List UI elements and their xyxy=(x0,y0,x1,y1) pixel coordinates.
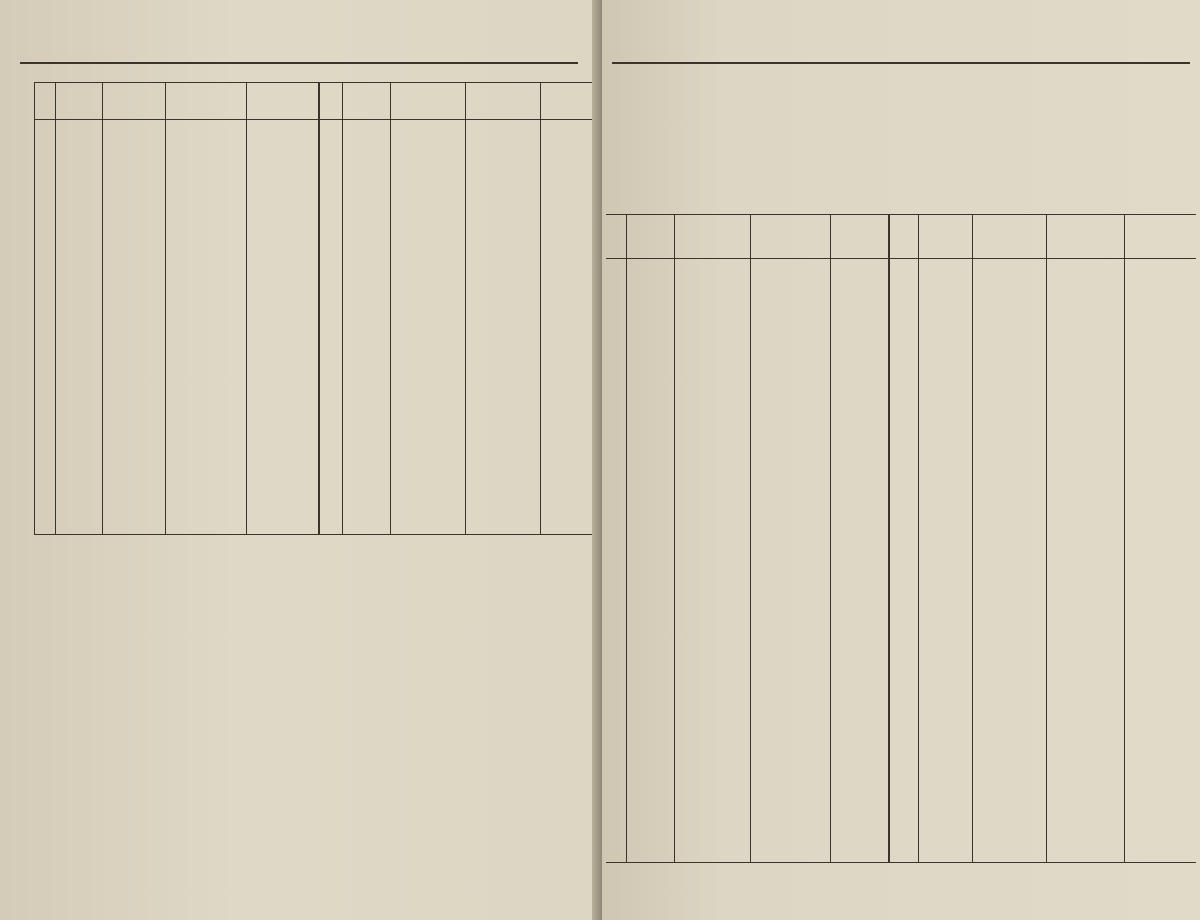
rule xyxy=(606,258,1196,259)
rule xyxy=(830,214,831,862)
rule xyxy=(540,82,541,534)
left-page-header xyxy=(20,38,578,64)
left-page xyxy=(0,0,598,920)
rule xyxy=(318,82,320,534)
rule xyxy=(750,214,751,862)
rule xyxy=(34,82,35,534)
rule xyxy=(34,82,594,83)
rule xyxy=(1046,214,1047,862)
rule xyxy=(55,82,56,534)
right-page xyxy=(602,0,1200,920)
rule xyxy=(465,82,466,534)
rule xyxy=(606,862,1196,863)
rule xyxy=(606,214,1196,215)
rule xyxy=(34,534,594,535)
rule xyxy=(102,82,103,534)
rule xyxy=(918,214,919,862)
rule xyxy=(674,214,675,862)
rule xyxy=(342,82,343,534)
rule xyxy=(34,119,594,120)
rule xyxy=(1124,214,1125,862)
rule xyxy=(165,82,166,534)
rule xyxy=(888,214,890,862)
rule xyxy=(390,82,391,534)
rule xyxy=(246,82,247,534)
rule xyxy=(626,214,627,862)
right-page-header xyxy=(612,38,1190,64)
rule xyxy=(972,214,973,862)
